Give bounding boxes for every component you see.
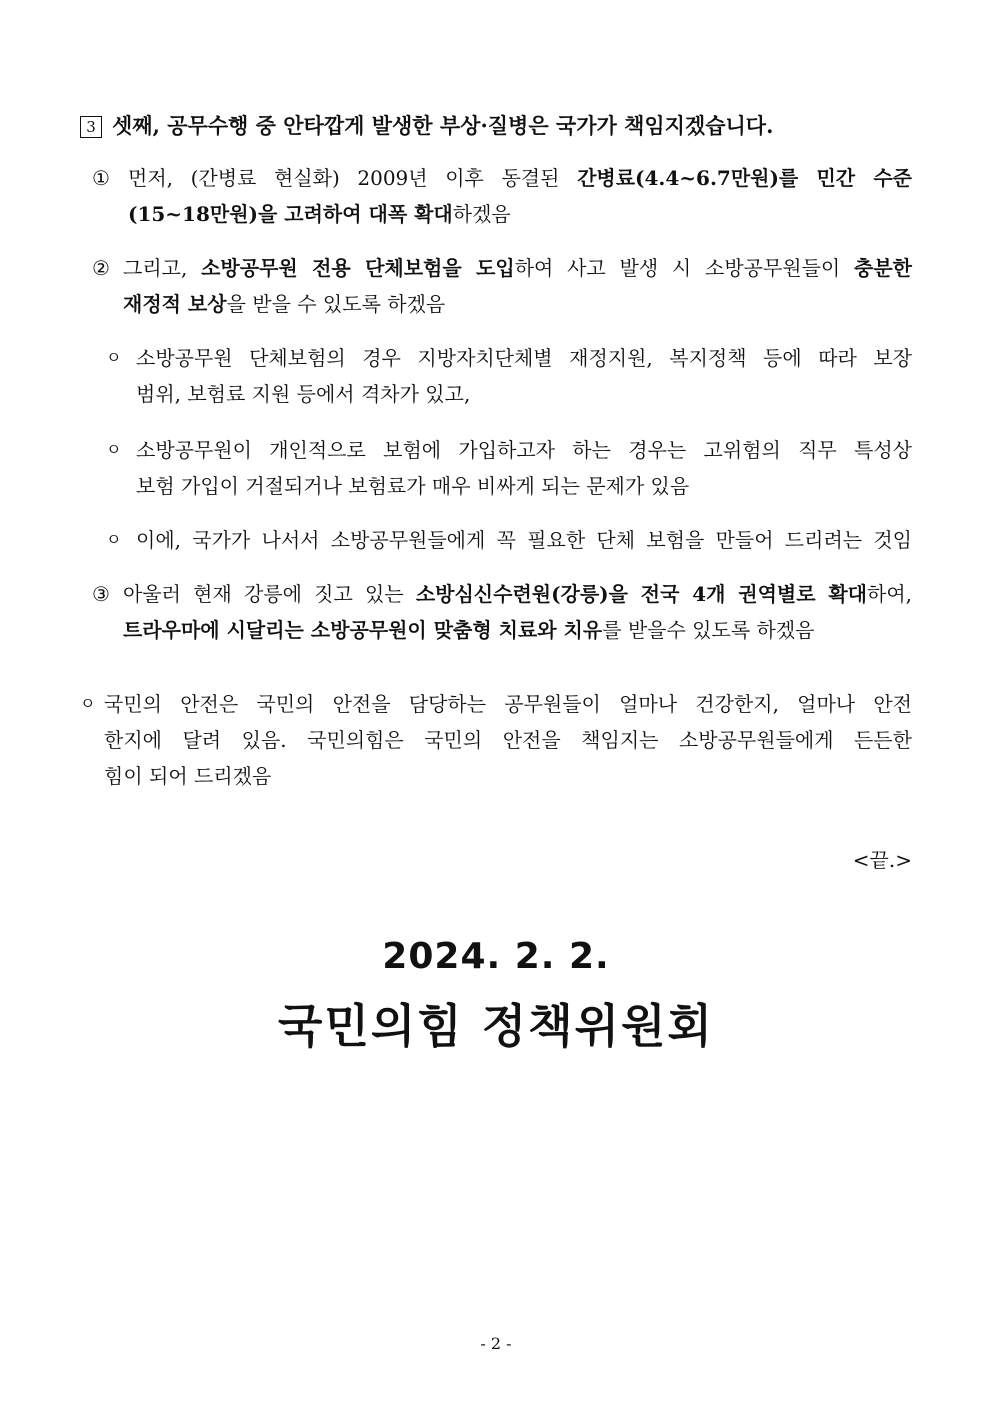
sub-bullet-1 [106, 340, 912, 412]
end-mark: <끝.> [852, 848, 912, 872]
page-number: - 2 - [480, 1334, 512, 1353]
item-line: 아울러 현재 강릉에 짓고 있는 소방심신수련원(강릉)을 전국 4개 권역별로 확대하여, [123, 582, 912, 606]
item-line: (15~18만원)을 고려하여 대폭 확대하겠음 [128, 202, 511, 226]
item-line: 보험 가입이 거절되거나 보험료가 매우 비싸게 되는 문제가 있음 [136, 474, 690, 498]
list-item-3 [92, 576, 912, 648]
list-item-1 [92, 160, 912, 232]
item-line: 범위, 보험료 지원 등에서 격차가 있고, [136, 382, 471, 406]
section-heading-text: 셋째, 공무수행 중 안타깝게 발생한 부상·질병은 국가가 책임지겠습니다. [112, 113, 774, 138]
item-line: 소방공무원 단체보험의 경우 지방자치단체별 재정지원, 복지정책 등에 따라 보장 [136, 346, 912, 370]
organization-name: 국민의힘 정책위원회 [278, 999, 714, 1053]
bullet-marker: ㅇ [106, 348, 122, 367]
list-item-2 [92, 250, 912, 322]
bullet-marker: ㅇ [80, 694, 96, 713]
item-line: 재정적 보상을 받을 수 있도록 하겠음 [123, 292, 446, 316]
item-line: 힘이 되어 드리겠음 [104, 764, 272, 788]
item-line: 트라우마에 시달리는 소방공무원이 맞춤형 치료와 치유를 받을수 있도록 하겠음 [123, 618, 815, 642]
item-marker: ③ [92, 582, 110, 606]
sub-bullet-3 [106, 522, 912, 558]
item-marker: ① [92, 166, 110, 190]
bullet-marker: ㅇ [106, 530, 122, 549]
section-heading [80, 110, 912, 140]
sub-bullet-2 [106, 432, 912, 504]
item-line: 국민의 안전은 국민의 안전을 담당하는 공무원들이 얼마나 건강한지, 얼마나 안전 [104, 692, 912, 716]
item-marker: ② [92, 256, 110, 280]
item-line: 소방공무원이 개인적으로 보험에 가입하고자 하는 경우는 고위험의 직무 특성상 [136, 438, 912, 462]
item-line: 이에, 국가가 나서서 소방공무원들에게 꼭 필요한 단체 보험을 만들어 드리려는 것임 [136, 528, 912, 552]
document-date: 2024. 2. 2. [382, 936, 610, 977]
section-number-box: 3 [80, 116, 102, 138]
item-line: 한지에 달려 있음. 국민의힘은 국민의 안전을 책임지는 소방공무원들에게 든든한 [104, 728, 912, 752]
item-line: 그리고, 소방공무원 전용 단체보험을 도입하여 사고 발생 시 소방공무원들이 충분한 [123, 256, 912, 280]
bullet-marker: ㅇ [106, 440, 122, 459]
closing-bullet [80, 686, 912, 794]
item-line: 먼저, (간병료 현실화) 2009년 이후 동결된 간병료(4.4~6.7만원)를 민간 수준 [128, 166, 912, 190]
